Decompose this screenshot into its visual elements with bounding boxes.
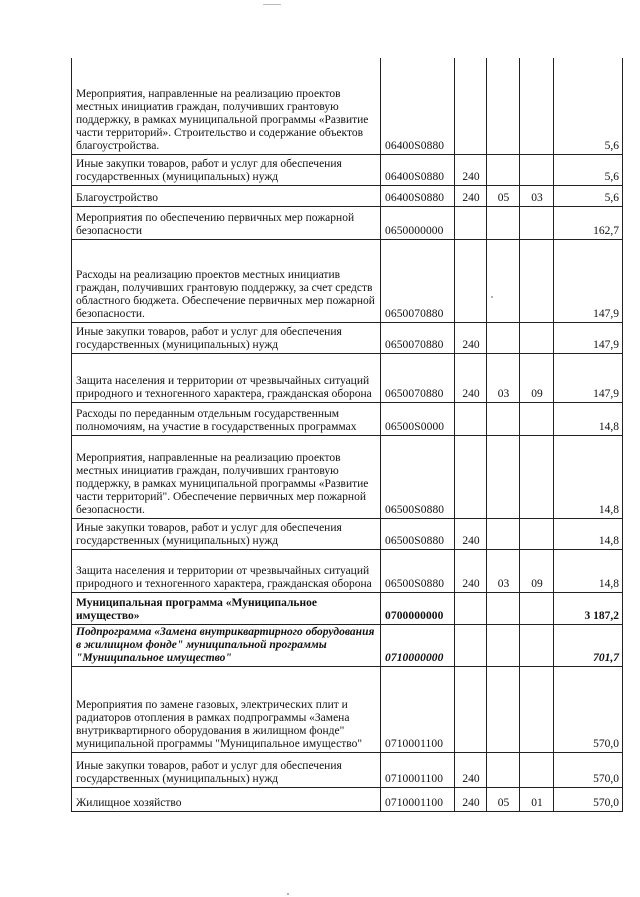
budget-rz-cell	[487, 322, 520, 353]
budget-rz-cell	[487, 592, 520, 624]
budget-sum-cell: 570,0	[554, 752, 623, 787]
budget-vr-cell: 240	[455, 787, 487, 811]
budget-vr-cell	[455, 206, 487, 239]
budget-code-cell: 06400S0880	[381, 154, 455, 185]
budget-code-cell: 0710001100	[381, 666, 455, 752]
budget-code-cell: 0650070880	[381, 239, 455, 322]
budget-name-cell: Иные закупки товаров, работ и услуг для обеспечения государственных (муниципальных) нужд	[72, 322, 381, 353]
table-row	[72, 239, 623, 322]
budget-code-cell: 0650000000	[381, 206, 455, 239]
budget-rz-cell	[487, 518, 520, 549]
budget-sum-cell: 147,9	[554, 353, 623, 402]
budget-name-cell: Мероприятия по замене газовых, электрических плит и радиаторов отопления в рамках подпрограммы «Замена внутриквартирного оборудования в жилищном фонде" муниципальной программы "Муниципальное имущество"	[72, 666, 381, 752]
budget-name-cell: Расходы по переданным отдельным государственным полномочиям, на участие в государственных программах	[72, 402, 381, 435]
budget-sum-cell: 14,8	[554, 518, 623, 549]
budget-pr-cell	[520, 592, 554, 624]
budget-vr-cell	[455, 435, 487, 518]
budget-name-cell: Иные закупки товаров, работ и услуг для обеспечения государственных (муниципальных) нужд	[72, 154, 381, 185]
budget-vr-cell: 240	[455, 154, 487, 185]
budget-vr-cell	[455, 666, 487, 752]
budget-sum-cell: 5,6	[554, 154, 623, 185]
table-row	[72, 322, 623, 353]
budget-code-cell: 0710001100	[381, 752, 455, 787]
budget-pr-cell: 09	[520, 549, 554, 592]
budget-pr-cell	[520, 752, 554, 787]
budget-name-cell: Благоустройство	[72, 185, 381, 206]
budget-rz-cell	[487, 58, 520, 154]
budget-pr-cell	[520, 435, 554, 518]
budget-vr-cell	[455, 58, 487, 154]
budget-name-cell: Иные закупки товаров, работ и услуг для обеспечения государственных (муниципальных) нужд	[72, 518, 381, 549]
budget-sum-cell: 14,8	[554, 402, 623, 435]
budget-rz-cell: 05	[487, 787, 520, 811]
budget-name-cell: Муниципальная программа «Муниципальное имущество»	[72, 592, 381, 624]
budget-code-cell: 0710000000	[381, 624, 455, 666]
budget-rz-cell	[487, 752, 520, 787]
budget-pr-cell	[520, 518, 554, 549]
budget-sum-cell: 5,6	[554, 185, 623, 206]
budget-rz-cell	[487, 402, 520, 435]
budget-name-cell: Расходы на реализацию проектов местных инициатив граждан, получивших грантовую поддержку, за счет средств областного бюджета. Обеспечение первичных мер пожарной безопасности.	[72, 239, 381, 322]
budget-pr-cell	[520, 239, 554, 322]
budget-code-cell: 06500S0880	[381, 435, 455, 518]
budget-rz-cell	[487, 206, 520, 239]
table-row	[72, 518, 623, 549]
budget-rz-cell: 05	[487, 185, 520, 206]
budget-name-cell: Подпрограмма «Замена внутриквартирного оборудования в жилищном фонде" муниципальной программы "Муниципальное имущество"	[72, 624, 381, 666]
budget-rz-cell	[487, 666, 520, 752]
budget-vr-cell: 240	[455, 549, 487, 592]
table-row	[72, 787, 623, 811]
budget-rz-cell: 03	[487, 549, 520, 592]
budget-sum-cell: 14,8	[554, 549, 623, 592]
table-row	[72, 666, 623, 752]
budget-code-cell: 0700000000	[381, 592, 455, 624]
table-row	[72, 549, 623, 592]
table-row	[72, 624, 623, 666]
scan-speck	[287, 893, 289, 895]
budget-pr-cell	[520, 666, 554, 752]
budget-sum-cell: 147,9	[554, 239, 623, 322]
budget-name-cell: Иные закупки товаров, работ и услуг для обеспечения государственных (муниципальных) нужд	[72, 752, 381, 787]
budget-name-cell: Жилищное хозяйство	[72, 787, 381, 811]
budget-code-cell: 06500S0880	[381, 549, 455, 592]
budget-vr-cell: 240	[455, 752, 487, 787]
budget-rz-cell: 03	[487, 353, 520, 402]
budget-pr-cell	[520, 206, 554, 239]
budget-name-cell: Мероприятия, направленные на реализацию проектов местных инициатив граждан, получивших грантовую поддержку, в рамках муниципальной программы «Развитие части территорий". Обеспечение первичных мер пожарной безопасности.	[72, 435, 381, 518]
budget-vr-cell: 240	[455, 518, 487, 549]
budget-sum-cell: 3 187,2	[554, 592, 623, 624]
table-row	[72, 154, 623, 185]
budget-code-cell: 06500S0880	[381, 518, 455, 549]
budget-table-body	[72, 58, 623, 811]
budget-sum-cell: 5,6	[554, 58, 623, 154]
budget-sum-cell: 147,9	[554, 322, 623, 353]
budget-vr-cell	[455, 402, 487, 435]
budget-pr-cell: 03	[520, 185, 554, 206]
budget-vr-cell	[455, 592, 487, 624]
table-row	[72, 353, 623, 402]
table-row	[72, 206, 623, 239]
budget-name-cell: Защита населения и территории от чрезвычайных ситуаций природного и техногенного характера, гражданская оборона	[72, 353, 381, 402]
budget-rz-cell	[487, 624, 520, 666]
budget-pr-cell	[520, 322, 554, 353]
budget-rz-cell	[487, 154, 520, 185]
table-row	[72, 435, 623, 518]
budget-code-cell: 06400S0880	[381, 185, 455, 206]
budget-vr-cell: 240	[455, 185, 487, 206]
budget-name-cell: Мероприятия по обеспечению первичных мер пожарной безопасности	[72, 206, 381, 239]
budget-rz-cell	[487, 239, 520, 322]
budget-sum-cell: 570,0	[554, 666, 623, 752]
budget-vr-cell: 240	[455, 353, 487, 402]
table-row	[72, 592, 623, 624]
table-row	[72, 752, 623, 787]
budget-pr-cell	[520, 402, 554, 435]
budget-table	[71, 58, 623, 812]
budget-vr-cell: 240	[455, 322, 487, 353]
budget-sum-cell: 701,7	[554, 624, 623, 666]
budget-pr-cell	[520, 154, 554, 185]
budget-code-cell: 06500S0000	[381, 402, 455, 435]
budget-pr-cell	[520, 624, 554, 666]
budget-rz-cell	[487, 435, 520, 518]
budget-name-cell: Мероприятия, направленные на реализацию проектов местных инициатив граждан, получивших грантовую поддержку, в рамках муниципальной программы «Развитие части территорий». Строительство и содержание объектов благоустройства.	[72, 58, 381, 154]
budget-code-cell: 06400S0880	[381, 58, 455, 154]
table-row	[72, 58, 623, 154]
budget-code-cell: 0710001100	[381, 787, 455, 811]
budget-sum-cell: 162,7	[554, 206, 623, 239]
budget-code-cell: 0650070880	[381, 353, 455, 402]
scan-mark	[263, 4, 281, 5]
budget-sum-cell: 14,8	[554, 435, 623, 518]
budget-vr-cell	[455, 239, 487, 322]
budget-vr-cell	[455, 624, 487, 666]
budget-sum-cell: 570,0	[554, 787, 623, 811]
budget-code-cell: 0650070880	[381, 322, 455, 353]
table-row	[72, 185, 623, 206]
budget-name-cell: Защита населения и территории от чрезвычайных ситуаций природного и техногенного характера, гражданская оборона	[72, 549, 381, 592]
budget-pr-cell: 01	[520, 787, 554, 811]
budget-pr-cell: 09	[520, 353, 554, 402]
table-row	[72, 402, 623, 435]
budget-pr-cell	[520, 58, 554, 154]
